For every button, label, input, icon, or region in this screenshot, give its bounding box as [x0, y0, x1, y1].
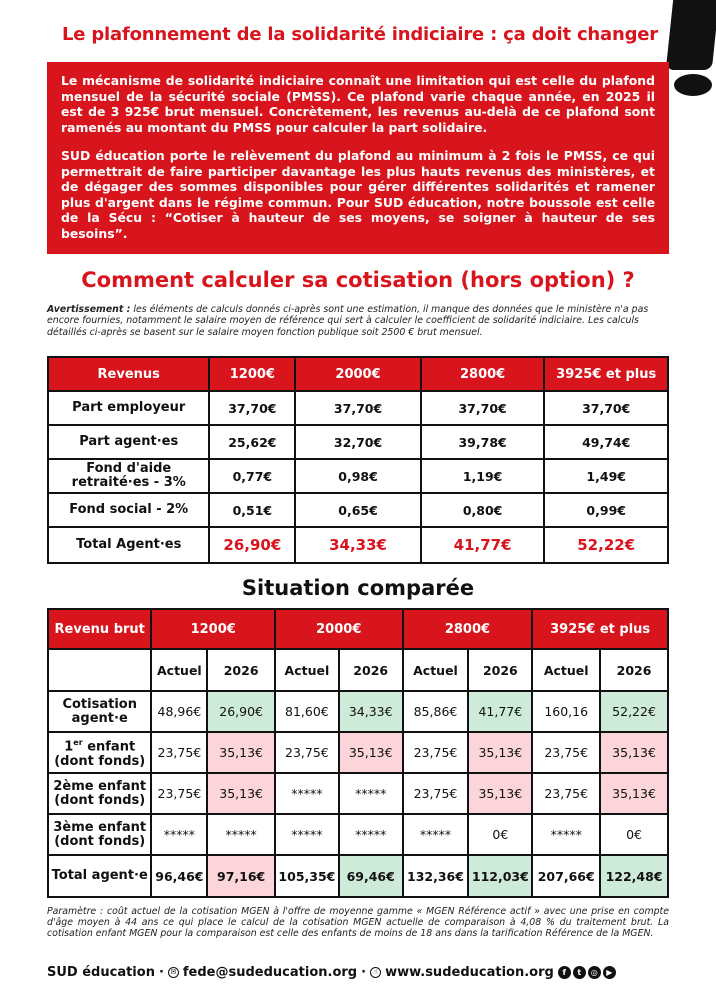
- table-header-cell: 2000€: [275, 609, 403, 649]
- table-row: [48, 773, 668, 814]
- table-cell: 23,75€: [532, 732, 600, 773]
- hand-pointer-icon: ☝: [370, 967, 381, 978]
- total-cell: 207,66€: [532, 855, 600, 897]
- table-row: [48, 814, 668, 855]
- warning-label: Avertissement :: [47, 304, 131, 315]
- table-total-row: [48, 527, 668, 563]
- table-cell: 49,74€: [544, 425, 668, 459]
- table-cell: *****: [532, 814, 600, 855]
- compare-section-title: Situation comparée: [241, 576, 475, 600]
- table-cell: 0,51€: [209, 493, 295, 527]
- intro-paragraph-1: Le mécanisme de solidarité indiciaire connaît une limitation qui est celle du plafond mensuel de la sécurité sociale (PMSS). Ce plafond varie chaque année, en 2025 il est de 3 925€ brut mensuel. Concrètement, les revenus au-delà de ce plafond sont ramenés au montant du PMSS pour calculer la part solidaire.: [61, 73, 655, 135]
- total-cell: 122,48€: [600, 855, 668, 897]
- table-cell: 37,70€: [295, 391, 421, 425]
- footer-org: SUD éducation: [47, 964, 155, 980]
- table-row: [48, 732, 668, 773]
- total-cell: 112,03€: [468, 855, 532, 897]
- intro-box: [47, 62, 669, 254]
- table-cell: 160,16: [532, 691, 600, 732]
- table-header-cell: Revenu brut: [48, 609, 151, 649]
- intro-paragraph-2: SUD éducation porte le relèvement du plafond au minimum à 2 fois le PMSS, ce qui permettrait de faire participer davantage les plus hauts revenus des ministères, et de dégager des sommes disponibles pour gérer différentes solidarités et ramener plus d'argent dans le régime commun. Pour SUD éducation, notre boussole est celle de la Sécu : “Cotiser à hauteur de ses moyens, se soigner à hauteur de ses besoins”.: [61, 148, 655, 241]
- row-label: Cotisation agent·e: [48, 691, 151, 732]
- table-cell: 23,75€: [532, 773, 600, 814]
- table-cell: 25,62€: [209, 425, 295, 459]
- table-header-cell: 3925€ et plus: [532, 609, 668, 649]
- row-label: 3ème enfant (dont fonds): [48, 814, 151, 855]
- table-cell: *****: [275, 773, 339, 814]
- table-cell: 37,70€: [421, 391, 545, 425]
- table-cell: 0€: [468, 814, 532, 855]
- table-cell: 0,65€: [295, 493, 421, 527]
- youtube-icon[interactable]: ▶: [603, 966, 616, 979]
- table-cell: *****: [339, 773, 403, 814]
- instagram-icon[interactable]: ◎: [588, 966, 601, 979]
- table-cell: *****: [151, 814, 207, 855]
- table-cell: 23,75€: [151, 773, 207, 814]
- table-cell: 1,49€: [544, 459, 668, 493]
- subheader-cell: 2026: [468, 649, 532, 691]
- total-cell: 96,46€: [151, 855, 207, 897]
- table-row: [48, 425, 668, 459]
- subheader-cell: Actuel: [151, 649, 207, 691]
- table-header-cell: 1200€: [151, 609, 275, 649]
- empty-cell: [48, 649, 151, 691]
- total-cell: 132,36€: [403, 855, 469, 897]
- table-cell: 41,77€: [468, 691, 532, 732]
- table-subheader-row: [48, 649, 668, 691]
- table-cell: 35,13€: [468, 732, 532, 773]
- table-header-row: [48, 609, 668, 649]
- row-label: 2ème enfant (dont fonds): [48, 773, 151, 814]
- row-label: Fond d'aide retraité·es - 3%: [48, 459, 209, 493]
- subheader-cell: Actuel: [275, 649, 339, 691]
- table-cell: *****: [207, 814, 275, 855]
- total-cell: 97,16€: [207, 855, 275, 897]
- table-cell: 0,98€: [295, 459, 421, 493]
- social-icons: [558, 966, 616, 979]
- footer-email-link[interactable]: fede@sudeducation.org: [182, 964, 358, 980]
- twitter-icon[interactable]: t: [573, 966, 586, 979]
- table-cell: 35,13€: [600, 773, 668, 814]
- table-cell: 23,75€: [403, 732, 469, 773]
- table-cell: 48,96€: [151, 691, 207, 732]
- table-cell: 32,70€: [295, 425, 421, 459]
- warning-text: [47, 304, 672, 338]
- table-cell: 52,22€: [600, 691, 668, 732]
- total-cell: 41,77€: [421, 527, 545, 563]
- row-label: Fond social - 2%: [48, 493, 209, 527]
- table-total-row: [48, 855, 668, 897]
- table-header-cell: 3925€ et plus: [544, 357, 668, 391]
- total-cell: 52,22€: [544, 527, 668, 563]
- label-part: enfant (dont fonds): [54, 739, 146, 769]
- table-header-row: [48, 357, 668, 391]
- table-cell: 37,70€: [209, 391, 295, 425]
- table-cell: *****: [275, 814, 339, 855]
- contribution-table: [47, 356, 669, 564]
- table-header-cell: 2800€: [421, 357, 545, 391]
- table-cell: 0,80€: [421, 493, 545, 527]
- row-label: [48, 732, 151, 773]
- table-cell: 23,75€: [151, 732, 207, 773]
- table-cell: 35,13€: [600, 732, 668, 773]
- total-cell: 105,35€: [275, 855, 339, 897]
- row-label: Total Agent·es: [48, 527, 209, 563]
- exclamation-dot-decoration: [674, 74, 712, 96]
- footnote: Paramètre : coût actuel de la cotisation MGEN à l'offre de moyenne gamme « MGEN Référence actif » avec une prise en compte d'âge moyen à 44 ans ce qui place le calcul de la cotisation MGEN actuelle de comparaison à 4,08 % du traitement brut. La cotisation enfant MGEN pour la comparaison est celle des enfants de moins de 18 ans dans la tarification Référence de la MGEN.: [47, 906, 669, 940]
- table-cell: *****: [339, 814, 403, 855]
- table-row: [48, 493, 668, 527]
- table-cell: 35,13€: [207, 732, 275, 773]
- facebook-icon[interactable]: f: [558, 966, 571, 979]
- row-label: Part agent·es: [48, 425, 209, 459]
- subheader-cell: Actuel: [532, 649, 600, 691]
- table-cell: 0,77€: [209, 459, 295, 493]
- total-cell: 69,46€: [339, 855, 403, 897]
- table-cell: 23,75€: [403, 773, 469, 814]
- footer-bar: [47, 962, 675, 982]
- page-title: Le plafonnement de la solidarité indiciaire : ça doit changer: [62, 24, 658, 45]
- warning-body: les éléments de calculs donnés ci-après sont une estimation, il manque des données que le ministère n'a pas encore fournies, notamment le salaire moyen de référence qui sert à calculer le coefficient de solidarité indiciaire. Les calculs détaillés ci-après se basent sur le salaire moyen fonction publique soit 2500 € brut mensuel.: [47, 304, 649, 338]
- row-label: Part employeur: [48, 391, 209, 425]
- table-header-cell: 2800€: [403, 609, 533, 649]
- email-icon: ✉: [168, 967, 179, 978]
- table-cell: 35,13€: [207, 773, 275, 814]
- table-header-cell: 2000€: [295, 357, 421, 391]
- total-cell: 34,33€: [295, 527, 421, 563]
- subheader-cell: Actuel: [403, 649, 469, 691]
- table-row: [48, 691, 668, 732]
- subheader-cell: 2026: [207, 649, 275, 691]
- table-cell: 35,13€: [339, 732, 403, 773]
- label-part: 1: [64, 739, 74, 755]
- subheader-cell: 2026: [600, 649, 668, 691]
- table-cell: 0,99€: [544, 493, 668, 527]
- total-cell: 26,90€: [209, 527, 295, 563]
- comparison-table: [47, 608, 669, 898]
- table-cell: 26,90€: [207, 691, 275, 732]
- subheader-cell: 2026: [339, 649, 403, 691]
- table-cell: 35,13€: [468, 773, 532, 814]
- table-row: [48, 459, 668, 493]
- footer-separator: ·: [158, 964, 164, 980]
- table-header-cell: 1200€: [209, 357, 295, 391]
- table-cell: 85,86€: [403, 691, 469, 732]
- table-row: [48, 391, 668, 425]
- table-cell: 0€: [600, 814, 668, 855]
- table-cell: *****: [403, 814, 469, 855]
- table-cell: 1,19€: [421, 459, 545, 493]
- row-label: Total agent·e: [48, 855, 151, 897]
- calc-section-title: Comment calculer sa cotisation (hors option) ?: [81, 268, 635, 292]
- label-sup: er: [73, 738, 83, 748]
- table-cell: 34,33€: [339, 691, 403, 732]
- table-cell: 81,60€: [275, 691, 339, 732]
- table-cell: 37,70€: [544, 391, 668, 425]
- table-header-cell: Revenus: [48, 357, 209, 391]
- footer-site-link[interactable]: www.sudeducation.org: [385, 964, 554, 980]
- table-cell: 39,78€: [421, 425, 545, 459]
- table-cell: 23,75€: [275, 732, 339, 773]
- footer-separator: ·: [361, 964, 367, 980]
